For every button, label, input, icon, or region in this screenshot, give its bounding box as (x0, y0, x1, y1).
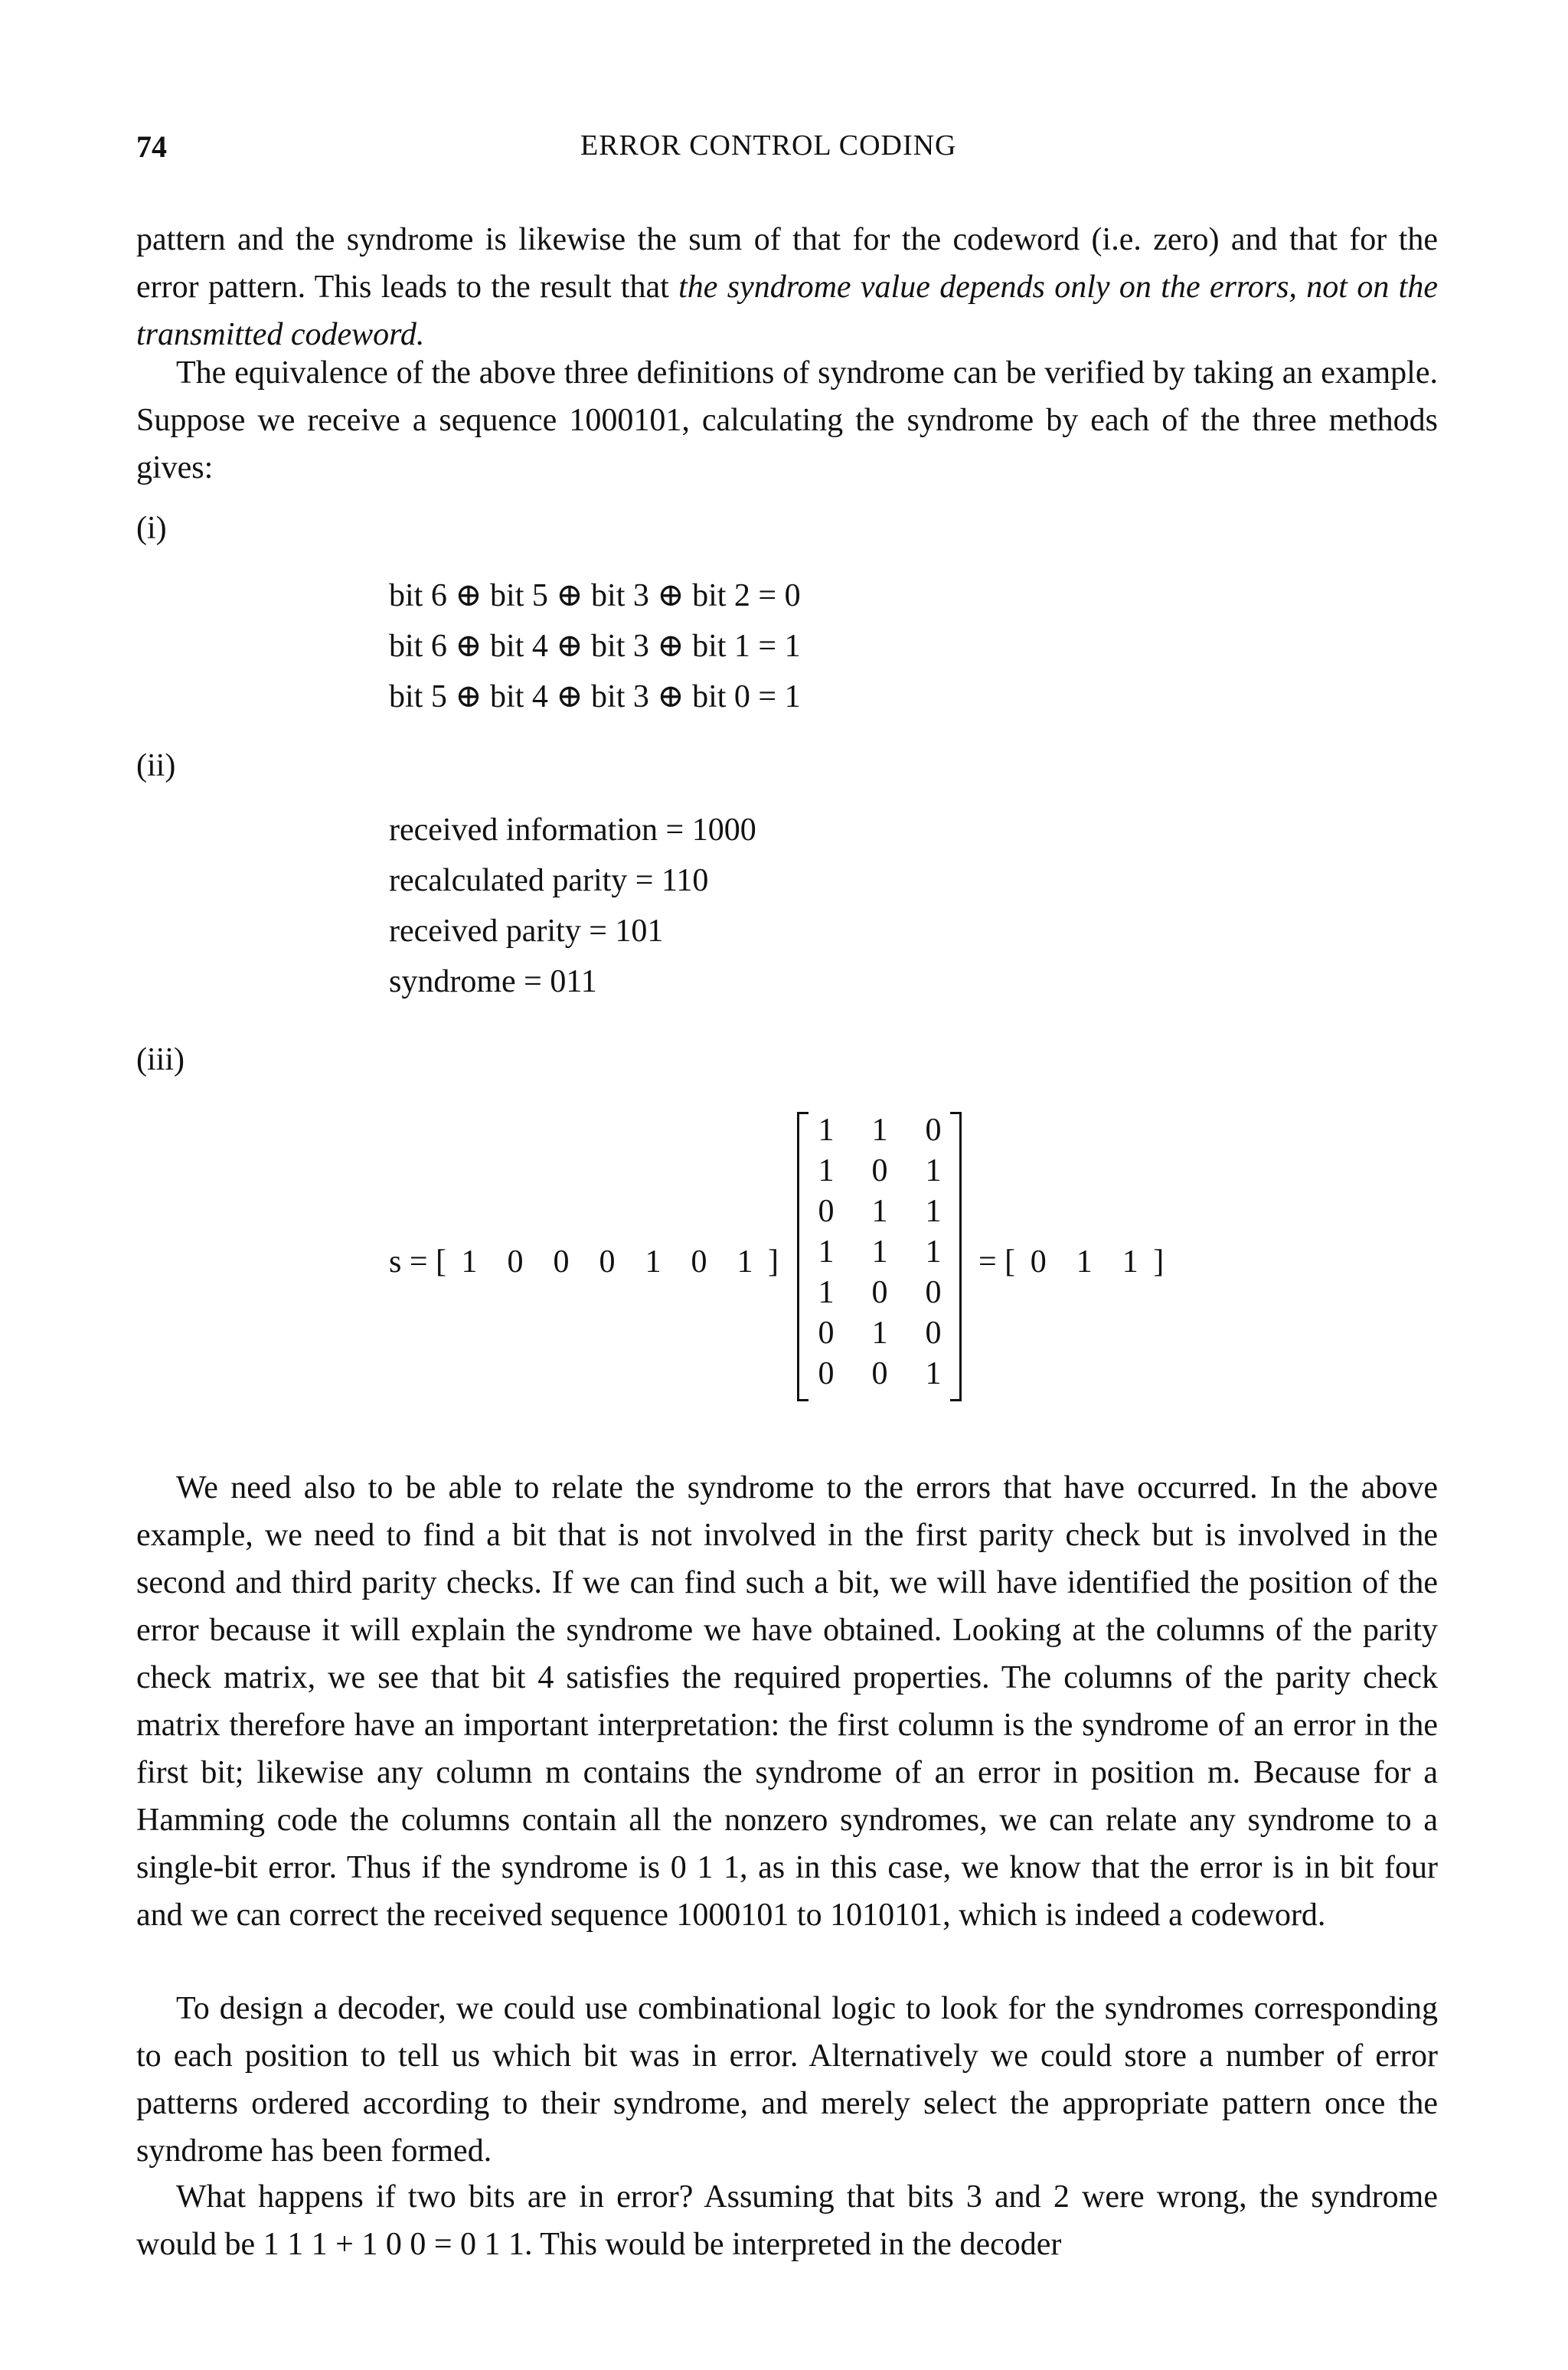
matrix-row (811, 1193, 949, 1233)
vector-element: 0 (507, 1244, 524, 1280)
matrix-cell: 0 (925, 1275, 942, 1310)
vector-element: 1 (1122, 1244, 1138, 1280)
page-number: 74 (136, 129, 167, 164)
matrix-row (811, 1355, 949, 1395)
syndrome-vector (978, 1244, 1164, 1280)
matrix-cell: 0 (925, 1316, 942, 1351)
matrix-cell: 1 (818, 1113, 835, 1148)
matrix-left-bracket (797, 1112, 808, 1401)
vector-element: 0 (691, 1244, 707, 1280)
parity-check-matrix (797, 1112, 962, 1403)
method-ii-line: received information = 1000 (389, 812, 756, 848)
matrix-cell: 0 (871, 1356, 888, 1391)
paragraph-relate-syndrome: We need also to be able to relate the syndrome to the errors that have occurred. In the above example, we need to find a bit that is not involved in the first parity check but is involved in the second and third parity checks. If we can find such a bit, we will have identified the position of the error because it will explain the syndrome we have obtained. Looking at the columns of the parity check matrix, we see that bit 4 satisfies the required properties. The columns of the parity check matrix therefore have an important interpretation: the first column is the syndrome of an error in the first bit; likewise any column m contains the syndrome of an error in position m. Because for a Hamming code the columns contain all the nonzero syndromes, we can relate any syndrome to a single-bit error. Thus if the syndrome is 0 1 1, as in this case, we know that the error is in bit four and we can correct the received sequence 1000101 to 1010101, which is indeed a codeword. (136, 1470, 1438, 1933)
method-label-i: (i) (136, 511, 167, 546)
page-header (136, 129, 1438, 175)
matrix-cell: 1 (925, 1356, 942, 1391)
vector-element: 0 (1030, 1244, 1047, 1280)
method-label-ii: (ii) (136, 748, 176, 783)
matrix-right-bracket (950, 1112, 962, 1401)
matrix-cell: 1 (818, 1153, 835, 1188)
vector-element: 1 (645, 1244, 662, 1280)
method-ii-line: received parity = 101 (389, 914, 664, 949)
vector-element: 0 (599, 1244, 616, 1280)
paragraph-two-bit-error: What happens if two bits are in error? Assuming that bits 3 and 2 were wrong, the syndrome would be 1 1 1 + 1 0 0 = 0 1 1. This would be interpreted in the decoder (136, 2179, 1438, 2262)
method-label-iii: (iii) (136, 1042, 185, 1077)
paragraph-text: pattern and the syndrome is likewise the sum of that for the codeword (i.e. zero) and that for the error pattern. This leads to the result that (136, 222, 1438, 305)
paragraph-syndrome-sum (136, 216, 1438, 358)
vector-element: 1 (461, 1244, 478, 1280)
received-vector (389, 1244, 779, 1280)
matrix-row (811, 1112, 949, 1152)
emphasis-text: the syndrome value depends only on the errors, not on the transmitted codeword. (136, 270, 1438, 352)
matrix-cell: 0 (871, 1275, 888, 1310)
matrix-cell: 1 (871, 1194, 888, 1229)
matrix-row (811, 1274, 949, 1314)
vector-open: s = [ (389, 1244, 447, 1280)
matrix-cell: 1 (925, 1234, 942, 1270)
vector-open: = [ (978, 1244, 1016, 1280)
paragraph-equivalence: The equivalence of the above three definitions of syndrome can be verified by taking an example. Suppose we receive a sequence 1000101, calculating the syndrome by each of the three methods gives: (136, 355, 1438, 485)
matrix-row (811, 1315, 949, 1355)
method-ii-line: recalculated parity = 110 (389, 863, 709, 898)
vector-close: ] (768, 1244, 779, 1280)
vector-close: ] (1153, 1244, 1165, 1280)
paragraph-decoder-design: To design a decoder, we could use combinational logic to look for the syndromes corresponding to each position to tell us which bit was in error. Alternatively we could store a number of error patterns ordered according to their syndrome, and merely select the appropriate pattern once the syndrome has been formed. (136, 1991, 1438, 2169)
parity-equation: bit 6 ⊕ bit 5 ⊕ bit 3 ⊕ bit 2 = 0 (389, 578, 801, 613)
matrix-cell: 0 (818, 1194, 835, 1229)
running-title: ERROR CONTROL CODING (580, 129, 957, 162)
matrix-equation (389, 1112, 1308, 1426)
matrix-row (811, 1234, 949, 1273)
matrix-cell: 1 (871, 1316, 888, 1351)
matrix-cell: 1 (925, 1153, 942, 1188)
matrix-cell: 0 (871, 1153, 888, 1188)
matrix-cell: 1 (871, 1234, 888, 1270)
vector-element: 1 (1076, 1244, 1093, 1280)
matrix-cell: 1 (818, 1234, 835, 1270)
vector-element: 0 (553, 1244, 570, 1280)
matrix-cell: 0 (925, 1113, 942, 1148)
method-ii-line: syndrome = 011 (389, 964, 597, 999)
matrix-row (811, 1152, 949, 1192)
matrix-cell: 1 (925, 1194, 942, 1229)
matrix-cell: 0 (818, 1316, 835, 1351)
parity-equation: bit 5 ⊕ bit 4 ⊕ bit 3 ⊕ bit 0 = 1 (389, 679, 801, 714)
parity-equation: bit 6 ⊕ bit 4 ⊕ bit 3 ⊕ bit 1 = 1 (389, 629, 801, 664)
vector-element: 1 (737, 1244, 753, 1280)
matrix-cell: 1 (818, 1275, 835, 1310)
matrix-cell: 1 (871, 1113, 888, 1148)
matrix-cell: 0 (818, 1356, 835, 1391)
